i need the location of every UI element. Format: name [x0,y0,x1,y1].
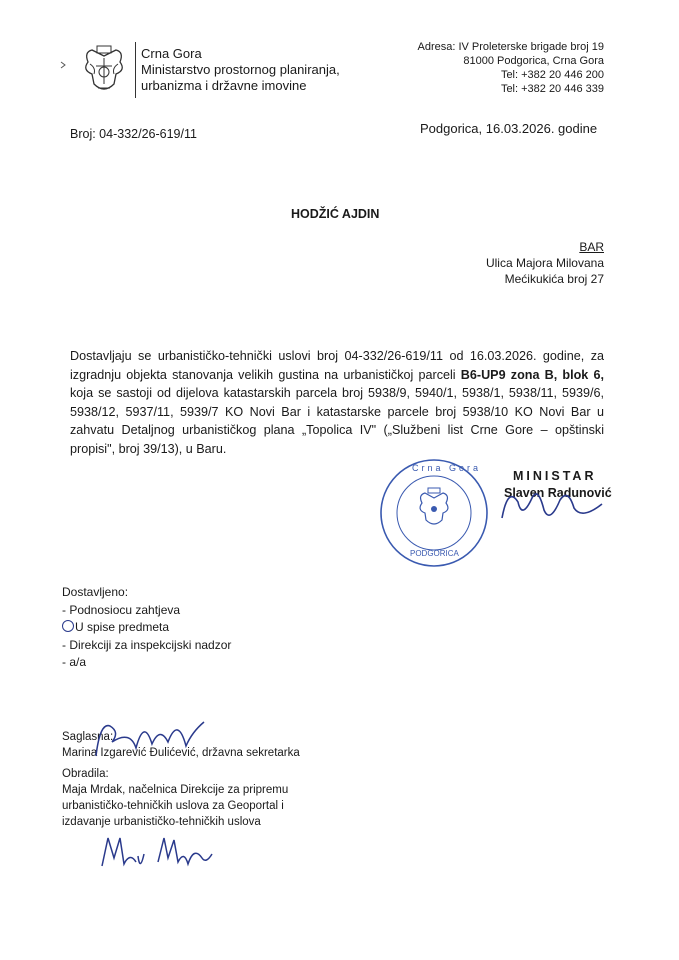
body-text-part2: koja se sastoji od dijelova katastarskih parcela broj 5938/9, 5940/1, 5938/1, 5938/11, 5939/6, 5938/12, 5937/11, 5939/7 KO Novi Bar i katastarske parcele broj 5938/10 KO Novi Bar u zahvatu Detaljnog urbanističkog plana „Topolica IV" („Službeni list Crne Gore – opštinski propisi", broj 39/13), u Baru. [70,386,604,456]
org-ministry-line1: Ministarstvo prostornog planiranja, [141,62,340,77]
prepared-line: urbanističko-tehničkih uslova za Geoportal i [62,800,284,812]
approval-text: Marina Izgarević Đulićević, državna sekretarka [62,747,300,759]
recipient-name: HODŽIĆ AJDIN [291,207,380,221]
circled-dash-icon [62,620,74,632]
stamp-top-text: Crna Gora [412,463,482,473]
body-text-part1: Dostavljaju se urbanističko-tehnički uslovi broj 04-332/26-619/11 od 16.03.2026. godine, za izgradnju objekta stanovanja velikih gustina na urbanističkoj parceli [70,349,604,382]
distribution-item: - Direkciji za inspekcijski nadzor [62,637,232,652]
recipient-street-number: Mećikukića broj 27 [504,272,604,286]
recipient-city: BAR [579,240,604,254]
small-mark-icon [60,56,66,64]
signatory-name: Slaven Radunović [504,486,612,500]
org-block [141,46,381,94]
body-paragraph [70,347,604,458]
distribution-item: - Podnosiocu zahtjeva [62,602,181,617]
org-country: Crna Gora [141,46,202,61]
document-number: Broj: 04-332/26-619/11 [70,127,197,141]
prepared-line: izdavanje urbanističko-tehničkih uslova [62,816,261,828]
distribution-item: - a/a [62,655,87,669]
distribution-list [62,584,362,672]
signatory-title: MINISTAR [513,469,597,483]
address-city: 81000 Podgorica, Crna Gora [463,55,604,67]
prepared-label: Obradila: [62,768,109,780]
minister-signature [498,480,606,530]
official-stamp [378,457,490,569]
header-divider [135,42,136,98]
approval-label: Saglasna: [62,731,114,743]
distribution-heading: Dostavljeno: [62,585,129,599]
distribution-item: U spise predmeta [62,619,362,637]
preparer-signature [98,828,218,878]
address-line: Adresa: IV Proleterske brigade broj 19 [417,41,604,53]
phone-1: Tel: +382 20 446 200 [500,69,604,81]
recipient-street: Ulica Majora Milovana [485,256,604,270]
stamp-bottom-text: PODGORICA [410,549,459,558]
place-date: Podgorica, 16.03.2026. godine [420,121,598,136]
org-ministry-line2: urbanizma i državne imovine [141,78,307,93]
secretary-signature [90,712,210,762]
prepared-block [62,766,362,830]
recipient-address [420,239,604,287]
coat-of-arms-logo [82,44,126,96]
address-block [380,40,604,96]
parcel-identifier: B6-UP9 zona B, blok 6, [460,367,604,382]
phone-2: Tel: +382 20 446 339 [500,83,604,95]
prepared-line: Maja Mrdak, načelnica Direkcije za pripremu [62,784,289,796]
